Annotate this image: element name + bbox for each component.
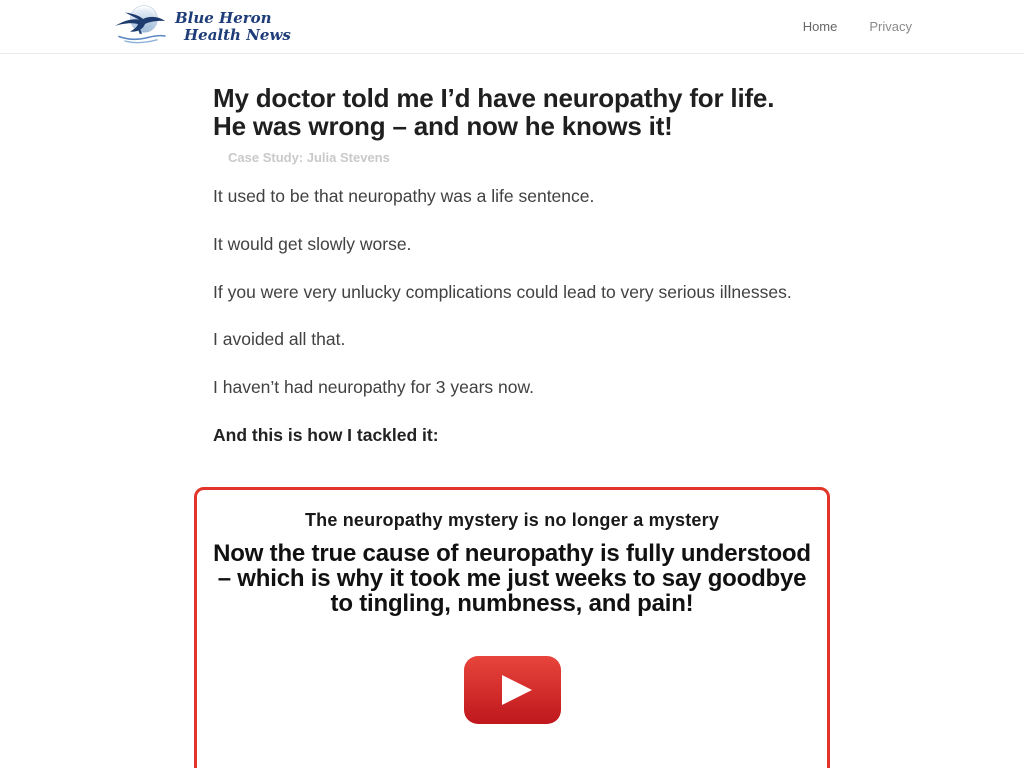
article-paragraph: I haven’t had neuropathy for 3 years now.: [213, 377, 535, 398]
logo-line2: Health News: [184, 25, 291, 44]
nav-link-privacy[interactable]: Privacy: [869, 19, 912, 34]
article-paragraph: If you were very unlucky complications could lead to very serious illnesses.: [213, 281, 792, 302]
site-logo[interactable]: [112, 3, 291, 50]
article-title: My doctor told me I’d have neuropathy for life. He was wrong – and now he knows it!: [213, 83, 775, 142]
youtube-play-icon: [464, 711, 561, 728]
main-nav: [803, 19, 912, 34]
heron-logo-icon: [112, 3, 170, 50]
logo-wordmark: [175, 10, 291, 43]
case-study-byline: Case Study: Julia Stevens: [228, 150, 390, 166]
article-paragraph: It used to be that neuropathy was a life sentence.: [213, 186, 595, 207]
article-paragraph: It would get slowly worse.: [213, 233, 412, 254]
article-paragraph: I avoided all that.: [213, 329, 346, 350]
nav-link-home[interactable]: Home: [802, 19, 838, 34]
article-column: [194, 54, 830, 768]
logo-line1: Blue Heron: [175, 9, 272, 27]
video-promo-box: [194, 487, 830, 768]
video-play-button[interactable]: [464, 656, 561, 729]
promo-title: The neuropathy mystery is no longer a mystery: [304, 509, 720, 530]
article-tackle-line: And this is how I tackled it:: [213, 424, 439, 445]
site-header: [0, 0, 1024, 54]
promo-headline: Now the true cause of neuropathy is fully understood – which is why it took me just weeks to say goodbye to tingling, numbness, and pain!: [213, 539, 811, 618]
header-container: [112, 0, 912, 53]
